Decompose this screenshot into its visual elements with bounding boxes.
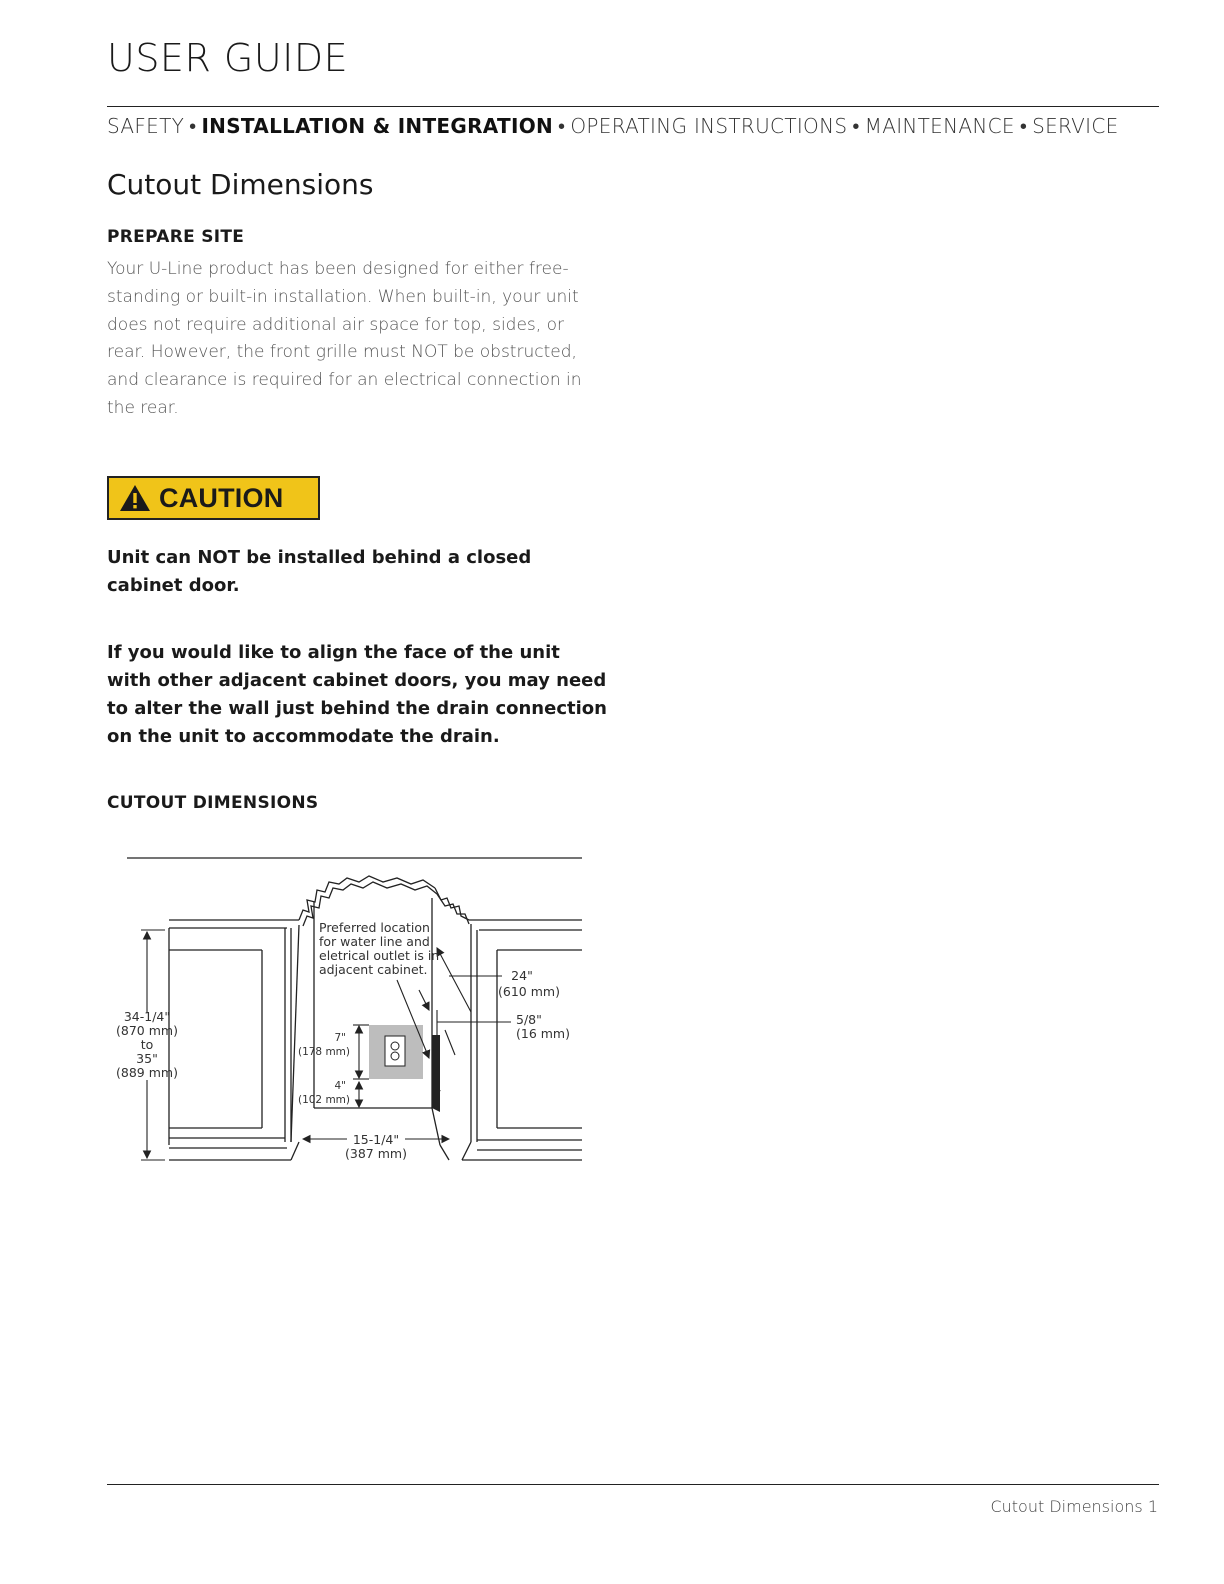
document-title: USER GUIDE bbox=[107, 36, 349, 80]
nav-item-service[interactable]: SERVICE bbox=[1032, 114, 1119, 138]
note-line-3: eletrical outlet is in bbox=[319, 948, 440, 963]
height-dim-2: (870 mm) bbox=[116, 1023, 178, 1038]
depth-dim-1: 24" bbox=[511, 968, 533, 983]
warning-triangle-icon bbox=[119, 483, 151, 513]
page-footer: Cutout Dimensions 1 bbox=[990, 1497, 1158, 1516]
nav-separator: • bbox=[852, 114, 860, 138]
section-breadcrumb bbox=[107, 114, 1119, 139]
recess-dim-1: 5/8" bbox=[516, 1012, 542, 1027]
note-line-4: adjacent cabinet. bbox=[319, 962, 428, 977]
nav-item-installation[interactable]: INSTALLATION & INTEGRATION bbox=[201, 114, 554, 138]
width-dim-1: 15-1/4" bbox=[352, 1132, 400, 1147]
prepare-site-heading: PREPARE SITE bbox=[107, 227, 245, 247]
depth-dim-2: (610 mm) bbox=[498, 984, 560, 999]
nav-item-maintenance[interactable]: MAINTENANCE bbox=[864, 114, 1015, 138]
height-dim-3: to bbox=[140, 1037, 154, 1052]
nav-separator: • bbox=[558, 114, 566, 138]
outlet-height-dim-1: 7" bbox=[334, 1032, 346, 1044]
width-dim-2: (387 mm) bbox=[345, 1146, 407, 1161]
outlet-height-dim-2: (178 mm) bbox=[297, 1046, 350, 1058]
warning-closed-door: Unit can NOT be installed behind a closed cabinet door. bbox=[107, 547, 532, 596]
cutout-diagram bbox=[107, 850, 587, 1170]
height-dim-1: 34-1/4" bbox=[123, 1009, 171, 1024]
nav-separator: • bbox=[189, 114, 197, 138]
outlet-floor-dim-1: 4" bbox=[334, 1080, 346, 1092]
note-line-2: for water line and bbox=[319, 934, 430, 949]
caution-label bbox=[107, 476, 320, 520]
nav-item-safety[interactable]: SAFETY bbox=[107, 114, 185, 138]
prepare-site-body: Your U-Line product has been designed for either free-standing or built-in installation. When built-in, your unit does not require additional air space for top, sides, or rear. However, the front grille must NOT be obstructed, and clearance is required for an electrical connection in the rear. bbox=[107, 259, 582, 418]
outlet-floor-dim-2: (102 mm) bbox=[297, 1094, 350, 1106]
nav-item-operating[interactable]: OPERATING INSTRUCTIONS bbox=[570, 114, 848, 138]
header-divider bbox=[107, 106, 1159, 107]
recess-dim-2: (16 mm) bbox=[516, 1026, 570, 1041]
footer-divider bbox=[107, 1484, 1159, 1485]
note-line-1: Preferred location bbox=[319, 920, 430, 935]
height-dim-5: (889 mm) bbox=[116, 1065, 178, 1080]
height-dim-4: 35" bbox=[136, 1051, 158, 1066]
cutout-dimensions-heading: CUTOUT DIMENSIONS bbox=[107, 793, 319, 813]
nav-separator: • bbox=[1019, 114, 1028, 138]
warning-align-face: If you would like to align the face of the unit with other adjacent cabinet doors, you may need to alter the wall just behind the drain connection on the unit to accommodate the drain. bbox=[107, 642, 607, 747]
outlet-icon bbox=[385, 1036, 405, 1066]
section-title: Cutout Dimensions bbox=[107, 168, 374, 201]
caution-text: CAUTION bbox=[159, 482, 284, 513]
